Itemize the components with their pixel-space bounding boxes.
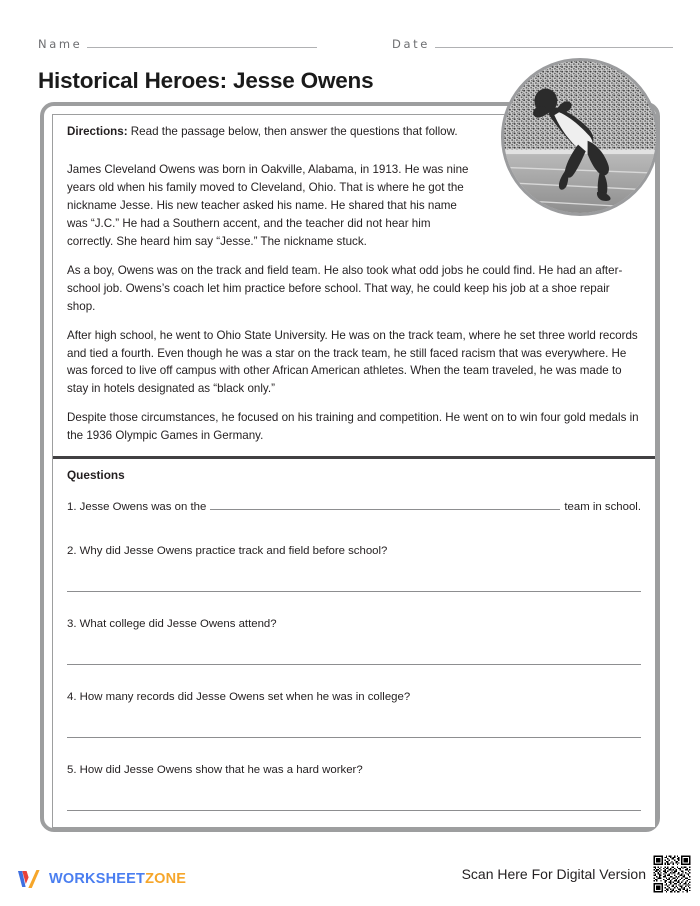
scan-digital-version-group[interactable] xyxy=(462,854,692,894)
questions-block xyxy=(53,459,655,828)
questions-heading: Questions xyxy=(67,467,125,482)
name-input-rule[interactable] xyxy=(87,36,317,48)
question-number: 2. xyxy=(67,544,77,557)
question-item xyxy=(67,763,641,828)
question-4-text xyxy=(67,690,641,706)
question-2-text xyxy=(67,544,641,560)
page-footer xyxy=(0,846,700,906)
page-title: Historical Heroes: Jesse Owens xyxy=(38,68,374,93)
question-suffix: team in school. xyxy=(564,500,641,513)
question-item xyxy=(67,498,641,516)
question-1-answer-blank[interactable] xyxy=(210,498,560,510)
logo-w-icon xyxy=(16,866,42,892)
date-label: Date xyxy=(392,37,430,51)
photo-illustration xyxy=(504,61,656,213)
question-prompt: Jesse Owens was on the xyxy=(79,500,207,513)
question-number: 4. xyxy=(67,690,77,703)
question-number: 3. xyxy=(67,617,77,630)
brand-zone-text: ZONE xyxy=(145,871,187,887)
question-number: 5. xyxy=(67,763,77,776)
name-label: Name xyxy=(38,37,83,51)
passage-paragraph: James Cleveland Owens was born in Oakville, Alabama, in 1913. He was nine years old when his family moved to Cleveland, Ohio. That is where he got the nickname Jesse. His new teacher asked his name. He shared that his name was “J.C.” He had a Southern accent, and the teacher did not hear him correctly. She heard him say “Jesse.” The nickname stuck. xyxy=(67,162,469,248)
date-input-rule[interactable] xyxy=(435,36,673,48)
passage-paragraph: As a boy, Owens was on the track and field team. He also took what odd jobs he could find. He had an after-school job. Owens’s coach let him practice before school. That way, he could keep his job at a shoe repair shop. xyxy=(67,263,623,313)
worksheet-card-inner xyxy=(52,114,656,828)
spacer xyxy=(67,516,641,544)
question-prompt: What college did Jesse Owens attend? xyxy=(79,617,277,630)
question-5-answer-line-1[interactable] xyxy=(67,809,641,811)
question-1-text xyxy=(67,498,641,516)
scan-instruction-text: Scan Here For Digital Version xyxy=(461,866,646,882)
question-3-text xyxy=(67,617,641,633)
question-item xyxy=(67,690,641,738)
passage-paragraph: Despite those circumstances, he focused on his training and competition. He went on to win four gold medals in the 1936 Olympic Games in Germany. xyxy=(67,411,639,443)
date-field[interactable] xyxy=(392,36,673,51)
directions-label: Directions: xyxy=(67,125,128,138)
qr-code-icon[interactable] xyxy=(652,854,692,894)
name-field[interactable] xyxy=(38,36,317,51)
jesse-owens-photo xyxy=(501,58,659,216)
spacer xyxy=(67,592,641,617)
spacer xyxy=(67,665,641,690)
question-item xyxy=(67,617,641,665)
question-5-text xyxy=(67,763,641,779)
question-prompt: How did Jesse Owens show that he was a hard worker? xyxy=(79,763,363,776)
question-prompt: How many records did Jesse Owens set when he was in college? xyxy=(79,690,411,703)
name-date-row xyxy=(0,36,700,58)
brand-worksheet-text: WORKSHEET xyxy=(49,871,146,887)
spacer xyxy=(67,738,641,763)
brand-text xyxy=(49,871,186,887)
question-number: 1. xyxy=(67,500,77,513)
question-item xyxy=(67,544,641,592)
directions-text: Read the passage below, then answer the questions that follow. xyxy=(130,125,458,138)
question-prompt: Why did Jesse Owens practice track and field before school? xyxy=(79,544,388,557)
passage-paragraph: After high school, he went to Ohio State University. He was on the track team, where he set three world records and tied a fourth. Even though he was a star on the track team, he still faced racism that was everywhere. He was forced to live off campus with other African American athletes. When the team traveled, he was made to stay in hotels designated as “black only.” xyxy=(67,328,638,396)
worksheet-zone-logo[interactable] xyxy=(16,866,186,892)
